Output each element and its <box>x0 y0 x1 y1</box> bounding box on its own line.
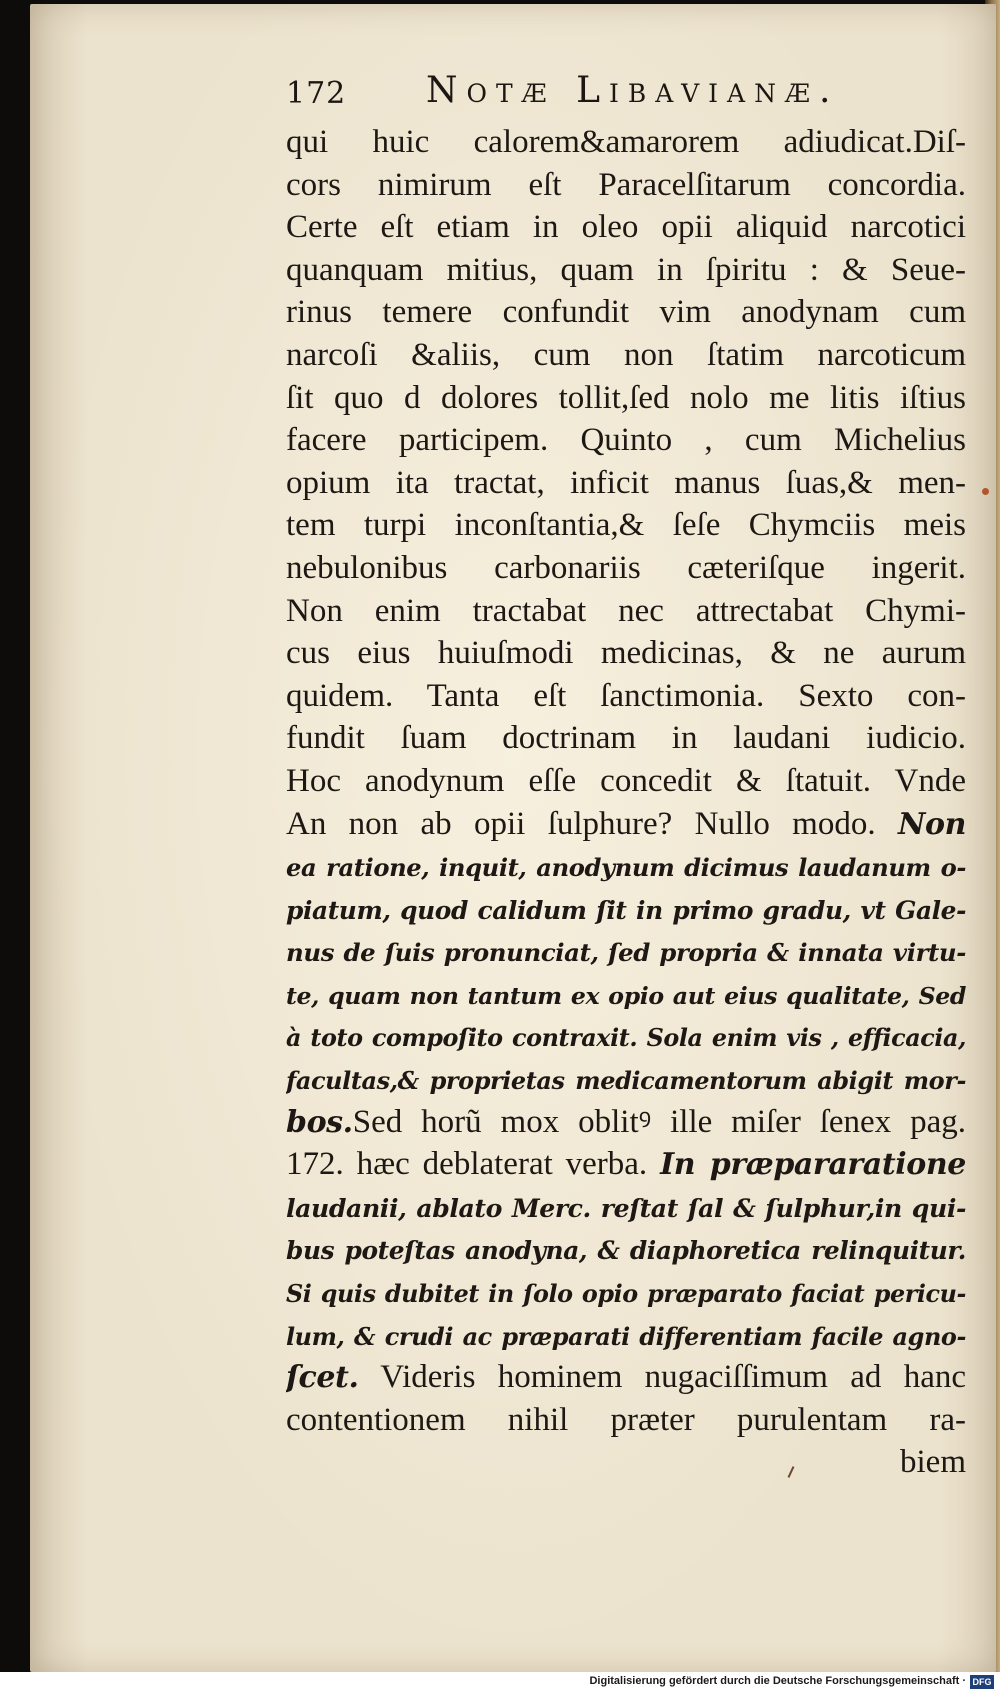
text-line <box>286 760 966 803</box>
margin-ink-dot <box>982 488 989 495</box>
italic-segment: Si quis dubitet in ſolo opio præparato faciat pericu- <box>286 1280 966 1309</box>
digitization-footer <box>0 1672 1000 1695</box>
text-line <box>286 547 966 590</box>
italic-segment: laudanii, ablato Merc. reſtat ſal & ſulphur,in qui- <box>286 1192 966 1223</box>
text-line <box>286 504 966 547</box>
text-line <box>286 590 966 633</box>
text-line <box>286 377 966 420</box>
text-line <box>286 845 966 888</box>
text-line <box>286 1356 966 1399</box>
italic-segment: ſcet. <box>286 1360 359 1396</box>
page-header <box>286 64 966 120</box>
text-line <box>286 249 966 292</box>
roman-segment: Certe eſt etiam in oleo opii aliquid narcotici <box>286 209 966 246</box>
text-line <box>286 1399 966 1442</box>
text-line <box>286 121 966 164</box>
text-line <box>286 334 966 377</box>
text-line <box>286 973 966 1016</box>
italic-segment: bos. <box>286 1104 353 1140</box>
dfg-logo: DFG <box>970 1675 994 1689</box>
roman-segment: facere participem. Quinto , cum Michelius <box>286 422 966 459</box>
roman-segment: quidem. Tanta eſt ſanctimonia. Sexto con- <box>286 677 966 714</box>
roman-segment: Non enim tractabat nec attrectabat Chymi- <box>286 592 966 629</box>
text-line <box>286 462 966 505</box>
text-line <box>286 717 966 760</box>
italic-segment: Non <box>897 806 966 842</box>
roman-segment: opium ita tractat, inficit manus ſuas,& men- <box>286 464 966 501</box>
text-line <box>286 803 966 846</box>
funding-credit: Digitalisierung gefördert durch die Deutsche Forschungsgemeinschaft · <box>589 1675 966 1687</box>
roman-segment: Sed horũ mox oblitꝰ ille miſer ſenex pag. <box>352 1103 966 1140</box>
roman-segment: tem turpi inconſtantia,& ſeſe Chymciis meis <box>286 507 966 544</box>
italic-segment: nus de ſuis pronunciat, ſed propria & innata virtu- <box>286 938 966 968</box>
text-line <box>286 632 966 675</box>
roman-segment: contentionem nihil præter purulentam ra- <box>286 1401 966 1438</box>
text-line <box>286 1143 966 1186</box>
roman-segment: nebulonibus carbonariis cæteriſque ingerit. <box>286 549 966 586</box>
text-line <box>286 1271 966 1314</box>
text-line <box>286 1101 966 1144</box>
text-line <box>286 206 966 249</box>
text-line <box>286 1314 966 1357</box>
text-line <box>286 675 966 718</box>
text-line <box>286 1186 966 1229</box>
roman-segment: Hoc anodynum eſſe concedit & ſtatuit. Vnde <box>286 762 966 799</box>
roman-segment: fundit ſuam doctrinam in laudani iudicio. <box>286 720 966 757</box>
text-line <box>286 930 966 973</box>
italic-segment: lum, & crudi ac præparati differentiam facile agno- <box>286 1322 966 1351</box>
italic-segment: facultas,& proprietas medicamentorum abigit mor- <box>286 1067 966 1096</box>
roman-segment: biem <box>900 1444 966 1481</box>
italic-segment: à toto compoſito contraxit. Sola enim vis , efficacia, <box>286 1024 966 1053</box>
italic-segment: bus poteſtas anodyna, & diaphoretica relinquitur. <box>286 1236 966 1266</box>
italic-segment: In præpararatione <box>660 1147 966 1183</box>
roman-segment: cors nimirum eſt Paracelſitarum concordia. <box>286 166 966 203</box>
roman-segment: quanquam mitius, quam in ſpiritu : & Seue- <box>286 251 966 288</box>
text-line <box>286 888 966 931</box>
italic-segment: piatum, quod calidum ſit in primo gradu, vt Gale- <box>286 895 966 925</box>
roman-segment: qui huic calorem&amarorem adiudicat.Diſ- <box>286 124 966 160</box>
italic-segment: te, quam non tantum ex opio aut eius qualitate, Sed <box>286 981 966 1010</box>
roman-segment: cus eius huiuſmodi medicinas, & ne aurum <box>286 635 966 672</box>
text-line <box>286 1058 966 1101</box>
italic-segment: ea ratione, inquit, anodynum dicimus laudanum o- <box>286 853 966 883</box>
roman-segment: narcoſi &aliis, cum non ſtatim narcoticum <box>286 336 966 373</box>
text-line <box>286 1015 966 1058</box>
roman-segment: Videris hominem nugaciſſimum ad hanc <box>358 1359 966 1396</box>
roman-segment: rinus temere confundit vim anodynam cum <box>286 294 966 331</box>
roman-segment: 172. hæc deblaterat verba. <box>286 1146 661 1183</box>
text-line <box>286 291 966 334</box>
running-head: Notæ Libavianæ. <box>426 70 840 111</box>
text-line <box>286 419 966 462</box>
text-line <box>286 1228 966 1271</box>
body-text <box>286 121 966 1484</box>
page-number: 172 <box>286 76 347 111</box>
roman-segment: ſit quo d dolores tollit,ſed nolo me litis iſtius <box>286 379 966 416</box>
text-line <box>286 164 966 207</box>
roman-segment: An non ab opii ſulphure? Nullo modo. <box>286 805 898 842</box>
text-line <box>286 1441 966 1484</box>
